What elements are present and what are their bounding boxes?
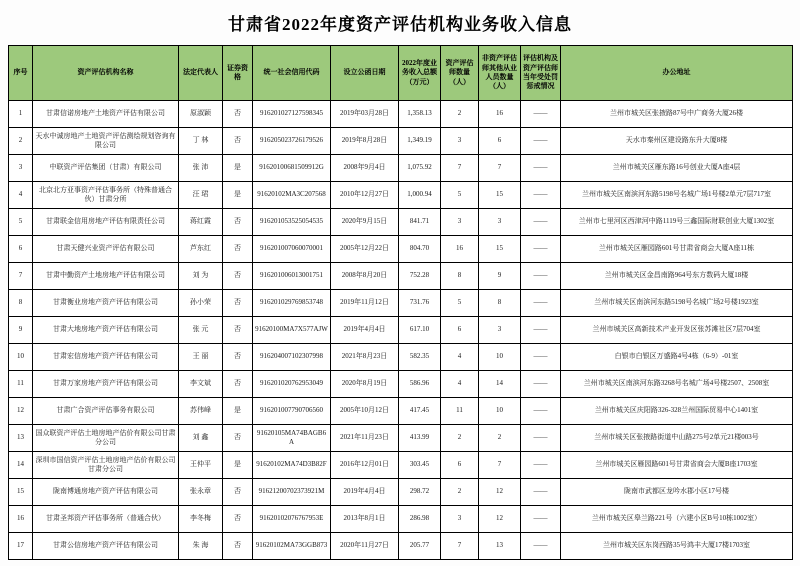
- cell-other-staff-count: 15: [479, 236, 521, 263]
- cell-index: 10: [9, 344, 33, 371]
- cell-penalty-status: ——: [521, 236, 561, 263]
- table-body: [9, 101, 793, 560]
- cell-legal-rep: 刘 鑫: [179, 425, 223, 452]
- cell-securities-qualification: 否: [223, 425, 253, 452]
- cell-other-staff-count: 3: [479, 317, 521, 344]
- column-header-appraiser-count: 资产评估师数量（人）: [441, 46, 479, 101]
- cell-agency-name: 甘肃大地房地产资产评估有限公司: [33, 317, 179, 344]
- cell-other-staff-count: 12: [479, 479, 521, 506]
- cell-established-date: 2013年8月1日: [331, 506, 399, 533]
- cell-office-address: 兰州市城关区庆阳路326-328兰州国际贸易中心1401室: [561, 398, 793, 425]
- cell-office-address: 兰州市城关区皋兰路221号（六建小区B号10栋1002室）: [561, 506, 793, 533]
- cell-index: 2: [9, 128, 33, 155]
- cell-income-2022: 286.98: [399, 506, 441, 533]
- cell-other-staff-count: 12: [479, 506, 521, 533]
- cell-appraiser-count: 2: [441, 479, 479, 506]
- cell-securities-qualification: 否: [223, 263, 253, 290]
- cell-credit-code: 916201006013001751: [253, 263, 331, 290]
- cell-securities-qualification: 否: [223, 209, 253, 236]
- cell-other-staff-count: 8: [479, 290, 521, 317]
- table-row: [9, 479, 793, 506]
- cell-office-address: 兰州市城关区雁东路16号创业大厦A座4层: [561, 155, 793, 182]
- cell-securities-qualification: 否: [223, 479, 253, 506]
- column-header-other-staff-count: 非资产评估师其他从业人员数量（人）: [479, 46, 521, 101]
- column-header-agency-name: 资产评估机构名称: [33, 46, 179, 101]
- cell-office-address: 兰州市城关区东岗西路35号鸿丰大厦17楼1703室: [561, 533, 793, 560]
- cell-legal-rep: 苏伟峰: [179, 398, 223, 425]
- cell-credit-code: 916201053525054535: [253, 209, 331, 236]
- cell-income-2022: 841.71: [399, 209, 441, 236]
- cell-income-2022: 413.99: [399, 425, 441, 452]
- column-header-securities-qualification: 证券资格: [223, 46, 253, 101]
- cell-other-staff-count: 16: [479, 101, 521, 128]
- cell-established-date: 2020年11月27日: [331, 533, 399, 560]
- cell-income-2022: 1,075.92: [399, 155, 441, 182]
- cell-appraiser-count: 2: [441, 101, 479, 128]
- cell-legal-rep: 王 丽: [179, 344, 223, 371]
- table-header: [9, 46, 793, 101]
- cell-appraiser-count: 4: [441, 344, 479, 371]
- cell-office-address: 兰州市七里河区西津河中路1119号三鑫国际财联创业大厦1302室: [561, 209, 793, 236]
- cell-index: 12: [9, 398, 33, 425]
- cell-income-2022: 1,000.94: [399, 182, 441, 209]
- cell-credit-code: 916201020762953049: [253, 371, 331, 398]
- cell-penalty-status: ——: [521, 425, 561, 452]
- cell-penalty-status: ——: [521, 317, 561, 344]
- cell-office-address: 天水市秦州区建设路东升大厦8楼: [561, 128, 793, 155]
- cell-established-date: 2019年4月4日: [331, 479, 399, 506]
- cell-appraiser-count: 11: [441, 398, 479, 425]
- cell-income-2022: 617.10: [399, 317, 441, 344]
- cell-income-2022: 752.28: [399, 263, 441, 290]
- cell-established-date: 2008年8月20日: [331, 263, 399, 290]
- table-header-row: [9, 46, 793, 101]
- table-row: [9, 425, 793, 452]
- cell-index: 14: [9, 452, 33, 479]
- cell-agency-name: 甘肃衡业房地产资产评估有限公司: [33, 290, 179, 317]
- cell-penalty-status: ——: [521, 398, 561, 425]
- cell-appraiser-count: 5: [441, 290, 479, 317]
- cell-penalty-status: ——: [521, 182, 561, 209]
- business-income-table: [8, 45, 793, 560]
- cell-penalty-status: ——: [521, 452, 561, 479]
- cell-other-staff-count: 3: [479, 209, 521, 236]
- cell-securities-qualification: 否: [223, 371, 253, 398]
- cell-income-2022: 205.77: [399, 533, 441, 560]
- cell-established-date: 2010年12月27日: [331, 182, 399, 209]
- cell-penalty-status: ——: [521, 506, 561, 533]
- cell-legal-rep: 刘 为: [179, 263, 223, 290]
- cell-other-staff-count: 10: [479, 344, 521, 371]
- cell-income-2022: 303.45: [399, 452, 441, 479]
- cell-income-2022: 804.70: [399, 236, 441, 263]
- cell-credit-code: 91621200702373921M: [253, 479, 331, 506]
- cell-appraiser-count: 7: [441, 155, 479, 182]
- cell-securities-qualification: 否: [223, 533, 253, 560]
- cell-established-date: 2020年9月15日: [331, 209, 399, 236]
- cell-agency-name: 甘肃圣邦资产评估事务所（普通合伙）: [33, 506, 179, 533]
- cell-income-2022: 417.45: [399, 398, 441, 425]
- cell-index: 9: [9, 317, 33, 344]
- table-row: [9, 344, 793, 371]
- cell-credit-code: 91620102MA3C207568: [253, 182, 331, 209]
- table-row: [9, 155, 793, 182]
- cell-index: 1: [9, 101, 33, 128]
- cell-agency-name: 甘肃宏信房地产资产评估有限公司: [33, 344, 179, 371]
- table-row: [9, 209, 793, 236]
- cell-penalty-status: ——: [521, 533, 561, 560]
- cell-securities-qualification: 否: [223, 236, 253, 263]
- table-row: [9, 371, 793, 398]
- cell-credit-code: 916201007060070001: [253, 236, 331, 263]
- cell-established-date: 2005年12月22日: [331, 236, 399, 263]
- cell-established-date: 2019年4月4日: [331, 317, 399, 344]
- cell-index: 13: [9, 425, 33, 452]
- table-row: [9, 533, 793, 560]
- cell-legal-rep: 李文斌: [179, 371, 223, 398]
- cell-index: 3: [9, 155, 33, 182]
- cell-office-address: 兰州市城关区雁园路601号甘肃省商会大厦A座11栋: [561, 236, 793, 263]
- cell-income-2022: 298.72: [399, 479, 441, 506]
- cell-securities-qualification: 否: [223, 101, 253, 128]
- table-row: [9, 236, 793, 263]
- cell-legal-rep: 李冬梅: [179, 506, 223, 533]
- cell-securities-qualification: 是: [223, 452, 253, 479]
- column-header-established-date: 设立公函日期: [331, 46, 399, 101]
- cell-other-staff-count: 13: [479, 533, 521, 560]
- cell-penalty-status: ——: [521, 155, 561, 182]
- table-row: [9, 317, 793, 344]
- cell-established-date: 2005年10月12日: [331, 398, 399, 425]
- cell-other-staff-count: 6: [479, 128, 521, 155]
- cell-credit-code: 916201027127598345: [253, 101, 331, 128]
- cell-securities-qualification: 是: [223, 155, 253, 182]
- cell-penalty-status: ——: [521, 263, 561, 290]
- table-row: [9, 128, 793, 155]
- column-header-legal-rep: 法定代表人: [179, 46, 223, 101]
- cell-credit-code: 916201007790706560: [253, 398, 331, 425]
- cell-office-address: 兰州市城关区南滨河东路3268号名城广场4号楼2507、2508室: [561, 371, 793, 398]
- cell-penalty-status: ——: [521, 128, 561, 155]
- cell-other-staff-count: 9: [479, 263, 521, 290]
- cell-established-date: 2019年11月12日: [331, 290, 399, 317]
- cell-legal-rep: 张 沛: [179, 155, 223, 182]
- cell-established-date: 2021年11月23日: [331, 425, 399, 452]
- cell-securities-qualification: 否: [223, 290, 253, 317]
- cell-index: 8: [9, 290, 33, 317]
- cell-securities-qualification: 否: [223, 317, 253, 344]
- cell-office-address: 陇南市武都区龙吟水郡小区17号楼: [561, 479, 793, 506]
- cell-index: 5: [9, 209, 33, 236]
- cell-appraiser-count: 3: [441, 506, 479, 533]
- cell-office-address: 白银市白银区万盛路4号4栋（6-9）-01室: [561, 344, 793, 371]
- cell-established-date: 2019年03月28日: [331, 101, 399, 128]
- cell-legal-rep: 蒋红霞: [179, 209, 223, 236]
- cell-legal-rep: 丁 林: [179, 128, 223, 155]
- cell-office-address: 兰州市城关区南滨河东路5198号名城广场2号楼1923室: [561, 290, 793, 317]
- cell-agency-name: 甘肃联金信用房地产评估有限责任公司: [33, 209, 179, 236]
- cell-index: 7: [9, 263, 33, 290]
- column-header-office-address: 办公地址: [561, 46, 793, 101]
- column-header-penalty-status: 评估机构及资产评估师当年受处罚惩戒情况: [521, 46, 561, 101]
- cell-penalty-status: ——: [521, 479, 561, 506]
- cell-credit-code: 91620102MA74D3B82F: [253, 452, 331, 479]
- cell-agency-name: 甘肃中勤资产土地房地产评估有限公司: [33, 263, 179, 290]
- cell-other-staff-count: 10: [479, 398, 521, 425]
- cell-office-address: 兰州市城关区张掖路87号中广商务大厦26楼: [561, 101, 793, 128]
- cell-other-staff-count: 14: [479, 371, 521, 398]
- column-header-income-2022: 2022年度业务收入总额（万元）: [399, 46, 441, 101]
- cell-securities-qualification: 否: [223, 506, 253, 533]
- cell-legal-rep: 原淑颖: [179, 101, 223, 128]
- cell-office-address: 兰州市城关区高新技术产业开发区张苏滩社区7层704室: [561, 317, 793, 344]
- cell-established-date: 2020年8月19日: [331, 371, 399, 398]
- cell-office-address: 兰州市城关区南滨河东路5198号名城广场1号楼2单元7层717室: [561, 182, 793, 209]
- cell-established-date: 2016年12月01日: [331, 452, 399, 479]
- cell-income-2022: 586.96: [399, 371, 441, 398]
- cell-penalty-status: ——: [521, 344, 561, 371]
- cell-agency-name: 甘肃信诺房地产土地资产评估有限公司: [33, 101, 179, 128]
- cell-established-date: 2008年9月4日: [331, 155, 399, 182]
- cell-agency-name: 中联资产评估集团（甘肃）有限公司: [33, 155, 179, 182]
- cell-index: 11: [9, 371, 33, 398]
- table-row: [9, 398, 793, 425]
- cell-legal-rep: 张永章: [179, 479, 223, 506]
- cell-agency-name: 甘肃天健兴业资产评估有限公司: [33, 236, 179, 263]
- cell-agency-name: 深圳市国信资产评估土地房地产估价有限公司甘肃分公司: [33, 452, 179, 479]
- cell-appraiser-count: 3: [441, 128, 479, 155]
- cell-agency-name: 陇南博通房地产资产评估有限公司: [33, 479, 179, 506]
- cell-penalty-status: ——: [521, 209, 561, 236]
- cell-agency-name: 国众联资产评估土地房地产估价有限公司甘肃分公司: [33, 425, 179, 452]
- cell-credit-code: 91620100681509912G: [253, 155, 331, 182]
- cell-credit-code: 91620100MA7X577AJW: [253, 317, 331, 344]
- cell-credit-code: 91620102076767953E: [253, 506, 331, 533]
- cell-legal-rep: 朱 海: [179, 533, 223, 560]
- cell-credit-code: 916201029769853748: [253, 290, 331, 317]
- cell-index: 4: [9, 182, 33, 209]
- cell-income-2022: 582.35: [399, 344, 441, 371]
- cell-legal-rep: 汪 珺: [179, 182, 223, 209]
- cell-legal-rep: 王仲平: [179, 452, 223, 479]
- cell-legal-rep: 张 元: [179, 317, 223, 344]
- cell-securities-qualification: 是: [223, 398, 253, 425]
- cell-credit-code: 916204007102307998: [253, 344, 331, 371]
- cell-appraiser-count: 2: [441, 425, 479, 452]
- cell-legal-rep: 孙小荣: [179, 290, 223, 317]
- cell-index: 15: [9, 479, 33, 506]
- cell-agency-name: 甘肃公信房地产资产评估有限公司: [33, 533, 179, 560]
- cell-office-address: 兰州市城关区金昌南路964号东方数码大厦18楼: [561, 263, 793, 290]
- cell-penalty-status: ——: [521, 290, 561, 317]
- cell-securities-qualification: 是: [223, 182, 253, 209]
- cell-established-date: 2019年8月28日: [331, 128, 399, 155]
- cell-appraiser-count: 6: [441, 317, 479, 344]
- cell-securities-qualification: 否: [223, 128, 253, 155]
- cell-appraiser-count: 5: [441, 182, 479, 209]
- cell-appraiser-count: 7: [441, 533, 479, 560]
- cell-other-staff-count: 7: [479, 452, 521, 479]
- table-row: [9, 263, 793, 290]
- column-header-credit-code: 统一社会信用代码: [253, 46, 331, 101]
- cell-other-staff-count: 7: [479, 155, 521, 182]
- cell-income-2022: 1,349.19: [399, 128, 441, 155]
- cell-office-address: 兰州市城关区雁园路601号甘肃省商会大厦B座1703室: [561, 452, 793, 479]
- cell-other-staff-count: 15: [479, 182, 521, 209]
- cell-index: 17: [9, 533, 33, 560]
- column-header-index: 序号: [9, 46, 33, 101]
- cell-securities-qualification: 否: [223, 344, 253, 371]
- cell-income-2022: 1,358.13: [399, 101, 441, 128]
- cell-credit-code: 91620105MA74BAGB6A: [253, 425, 331, 452]
- cell-agency-name: 天水中诚房地产土地资产评估测绘规划咨询有限公司: [33, 128, 179, 155]
- cell-legal-rep: 芦东红: [179, 236, 223, 263]
- page-title: 甘肃省2022年度资产评估机构业务收入信息: [228, 15, 572, 34]
- cell-appraiser-count: 4: [441, 371, 479, 398]
- table-row: [9, 506, 793, 533]
- table-row: [9, 452, 793, 479]
- table-row: [9, 101, 793, 128]
- cell-penalty-status: ——: [521, 371, 561, 398]
- cell-agency-name: 北京北方亚事资产评估事务所（特殊普通合伙）甘肃分所: [33, 182, 179, 209]
- cell-penalty-status: ——: [521, 101, 561, 128]
- cell-index: 6: [9, 236, 33, 263]
- table-row: [9, 290, 793, 317]
- table-row: [9, 182, 793, 209]
- cell-other-staff-count: 2: [479, 425, 521, 452]
- cell-income-2022: 731.76: [399, 290, 441, 317]
- cell-established-date: 2021年8月23日: [331, 344, 399, 371]
- cell-appraiser-count: 3: [441, 209, 479, 236]
- cell-office-address: 兰州市城关区张掖路街道中山路275号2单元21楼003号: [561, 425, 793, 452]
- cell-agency-name: 甘肃万家房地产资产评估有限公司: [33, 371, 179, 398]
- cell-credit-code: 916205023726179526: [253, 128, 331, 155]
- cell-appraiser-count: 8: [441, 263, 479, 290]
- cell-appraiser-count: 6: [441, 452, 479, 479]
- cell-credit-code: 91620102MA73GGB873: [253, 533, 331, 560]
- cell-index: 16: [9, 506, 33, 533]
- cell-agency-name: 甘肃广合资产评估事务有限公司: [33, 398, 179, 425]
- cell-appraiser-count: 16: [441, 236, 479, 263]
